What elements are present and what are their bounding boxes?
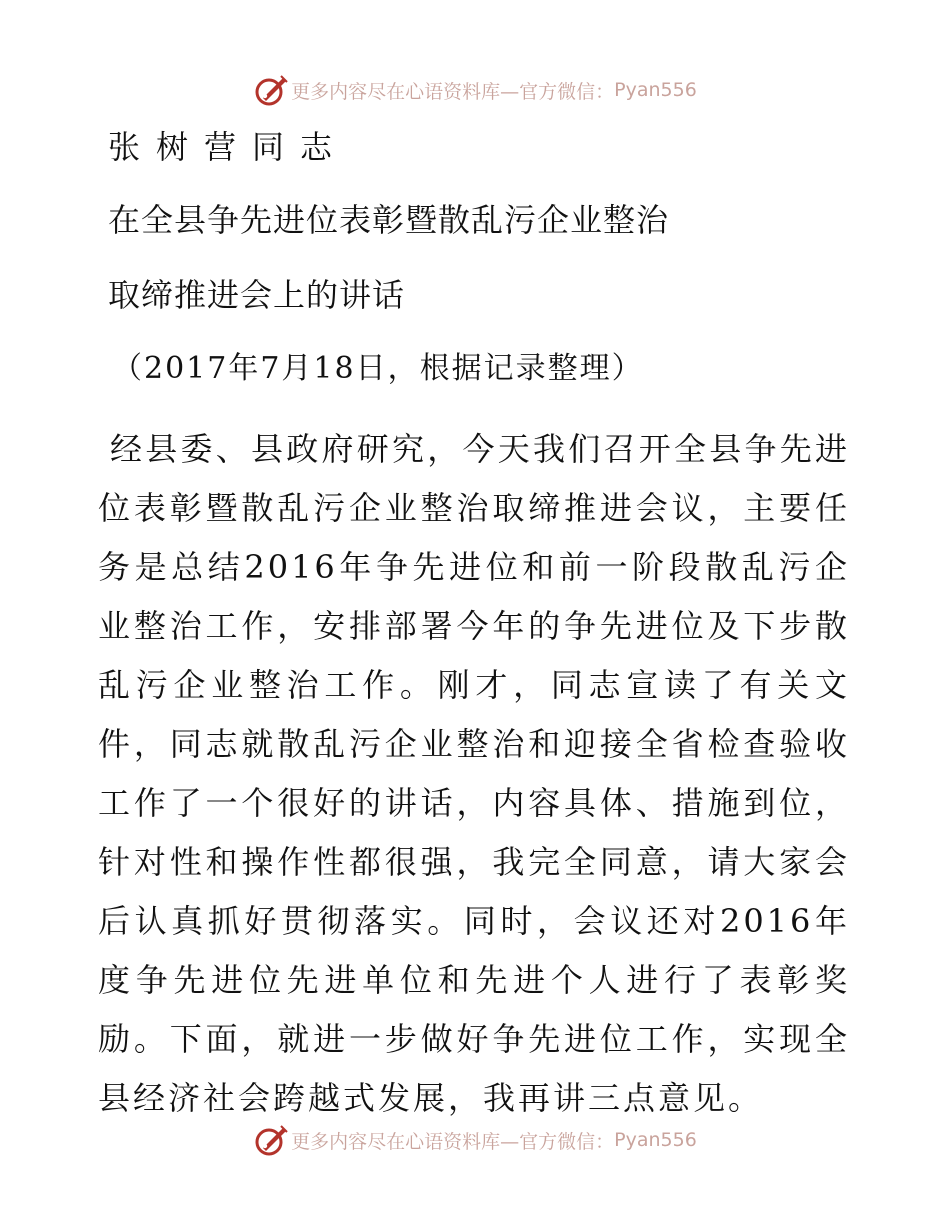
speech-title-line-2: 取缔推进会上的讲话 — [108, 276, 406, 314]
watermark-wechat-id: Pyan556 — [614, 79, 697, 101]
watermark-text: 更多内容尽在心语资料库—官方微信： — [291, 80, 615, 103]
speech-body-paragraph: 经县委、县政府研究，今天我们召开全县争先进位表彰暨散乱污企业整治取缔推进会议，主要任务是总结2016年争先进位和前一阶段散乱污企业整治工作，安排部署今年的争先进位及下步散乱污企业整治工作。刚才，同志宣读了有关文件，同志就散乱污企业整治和迎接全省检查验收工作了一个很好的讲话，内容具体、措施到位，针对性和操作性都很强，我完全同意，请大家会后认真抓好贯彻落实。同时，会议还对2016年度争先进位先进单位和先进个人进行了表彰奖励。下面，就进一步做好争先进位工作，实现全县经济社会跨越式发展，我再讲三点意见。 — [98, 430, 850, 1117]
quill-pen-seal-icon — [253, 72, 289, 108]
watermark-text: 更多内容尽在心语资料库—官方微信： — [291, 1130, 615, 1153]
quill-pen-seal-icon — [253, 1122, 289, 1158]
footer-watermark — [0, 1120, 950, 1160]
header-watermark — [0, 70, 950, 110]
speech-dateline: （2017年7月18日，根据记录整理） — [112, 351, 644, 386]
watermark-wechat-id: Pyan556 — [614, 1129, 697, 1151]
speech-title-line-1: 在全县争先进位表彰暨散乱污企业整治 — [108, 201, 670, 239]
speaker-name: 张树营同志 — [108, 128, 349, 166]
